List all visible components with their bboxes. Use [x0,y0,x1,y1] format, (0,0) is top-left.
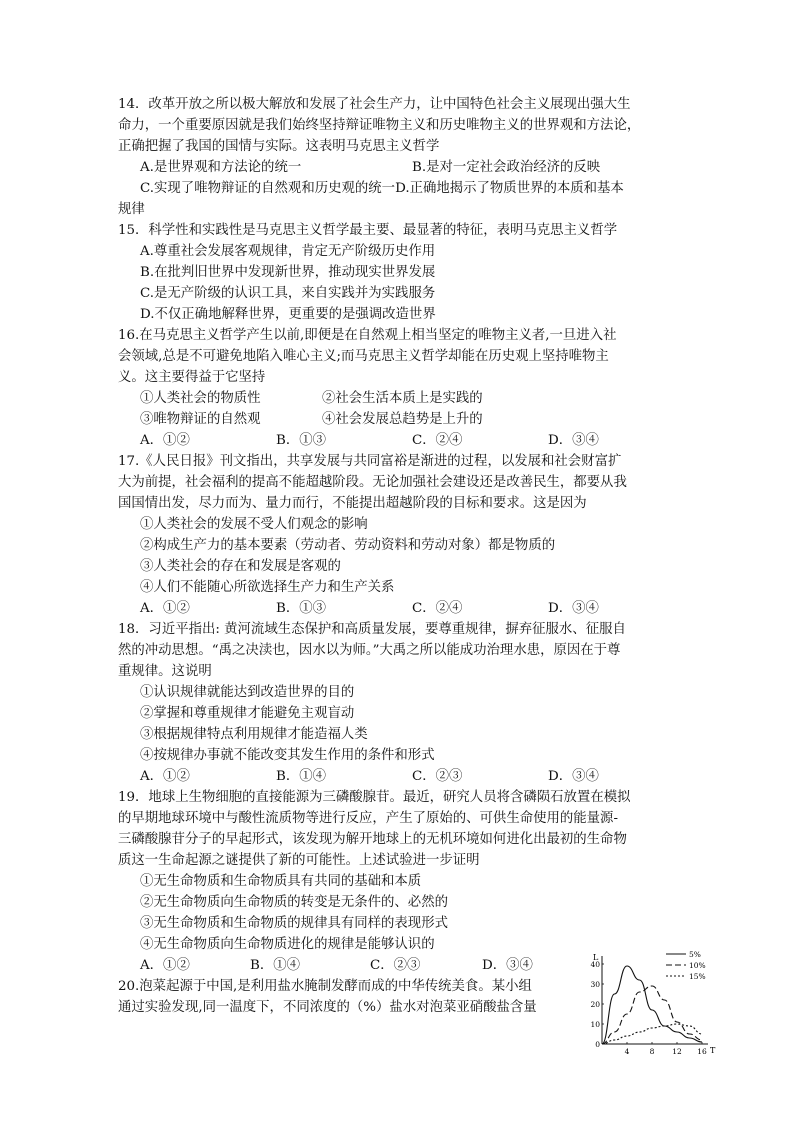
y-tick-label: 40 [590,960,600,969]
q19-stem-line: 的早期地球环境中与酸性流质物等进行反应，产生了原始的、可供生命使用的能量源- [118,811,618,826]
q20-stem-line: 通过实验发现,同一温度下，不同浓度的（%）盐水对泡菜亚硝酸盐含量 [118,1000,537,1015]
q14-stem-line: 正确把握了我国的国情与实际。这表明马克思主义哲学 [118,139,440,154]
q18-option-a[interactable]: A．①② [140,769,190,784]
q16-stem-line: 16.在马克思主义哲学产生以前,即便是在自然观上相当坚定的唯物主义者,一旦进入社 [118,328,617,343]
q16-statements-row-1 [118,388,684,409]
exam-page [118,94,684,1018]
q19-option-d[interactable]: D．③④ [482,958,533,973]
q19-stem-line: 三磷酸腺苷分子的早起形式，该发现为解开地球上的无机环境如何进化出最初的生命物 [118,832,627,847]
q16-statement-2: ②社会生活本质上是实践的 [322,391,483,406]
q18-statement-1: ①认识规律就能达到改造世界的目的 [140,685,355,700]
q16-option-d[interactable]: D．③④ [548,433,599,448]
q18-statement-3: ③根据规律特点利用规律才能造福人类 [140,727,368,742]
q14-options-row-2 [118,178,684,199]
q18-statement-2: ②掌握和尊重规律才能避免主观盲动 [140,706,355,721]
q14-option-c[interactable]: C.实现了唯物辩证的自然观和历史观的统一 [140,181,396,196]
q15-option-d[interactable]: D.不仅正确地解释世界，更重要的是强调改造世界 [140,307,436,322]
q17-option-c[interactable]: C．②④ [412,601,463,616]
q19-option-c[interactable]: C．②③ [370,958,421,973]
q19-options [118,955,560,976]
q19-option-a[interactable]: A．①② [140,958,190,973]
q18-option-b[interactable]: B．①④ [276,769,327,784]
question-17 [118,451,684,619]
q14-option-d[interactable]: D.正确地揭示了物质世界的本质和基本 [395,181,624,196]
q15-option-b[interactable]: B.在批判旧世界中发现新世界，推动现实世界发展 [140,265,436,280]
q17-option-d[interactable]: D．③④ [548,601,599,616]
q15-stem-line: 15．科学性和实践性是马克思主义哲学最主要、最显著的特征，表明马克思主义哲学 [118,223,618,238]
q19-statement-1: ①无生命物质和生命物质具有共同的基础和本质 [140,874,422,889]
question-18 [118,619,684,787]
x-tick-label: 16 [697,1047,707,1056]
q17-option-b[interactable]: B．①③ [276,601,327,616]
q17-stem-line: 国国情出发，尽力而为、量力而行，不能提出超越阶段的目标和要求。这是因为 [118,496,587,511]
q16-stem-line: 会领域,总是不可避免地陷入唯心主义;而马克思主义哲学却能在历史观上坚持唯物主 [118,349,609,364]
question-15 [118,220,684,325]
q18-options [118,766,684,787]
y-tick-label: 10 [590,1020,600,1029]
q18-option-d[interactable]: D．③④ [548,769,599,784]
q17-options [118,598,684,619]
q16-option-b[interactable]: B．①③ [276,433,327,448]
q16-statements-row-2 [118,409,684,430]
q14-stem-line: 14．改革开放之所以极大解放和发展了社会生产力，让中国特色社会主义展现出强大生 [118,97,631,112]
q18-stem-line: 然的冲动思想。“禹之决渎也，因水以为师。”大禹之所以能成功治理水患，原因在于尊 [118,643,621,658]
q19-stem-line: 质这一生命起源之谜提供了新的可能性。上述试验进一步证明 [118,853,480,868]
x-axis-label: T [710,1046,716,1055]
q16-statement-4: ④社会发展总趋势是上升的 [322,412,483,427]
q17-statement-1: ①人类社会的发展不受人们观念的影响 [140,517,368,532]
q17-statement-4: ④人们不能随心所欲选择生产力和生产关系 [140,580,395,595]
q14-option-d-cont: 规律 [118,202,145,217]
series-line-10pct [602,986,702,1044]
legend-label: 15% [689,972,706,981]
q19-statement-4: ④无生命物质向生命物质进化的规律是能够认识的 [140,937,435,952]
q16-options [118,430,684,451]
q16-statement-3: ③唯物辩证的自然观 [140,412,261,427]
q14-option-b[interactable]: B.是对一定社会政治经济的反映 [412,160,601,175]
y-tick-label: 0 [595,1040,600,1049]
q16-stem-line: 义。这主要得益于它坚持 [118,370,266,385]
question-16 [118,325,684,451]
q18-stem-line: 18．习近平指出: 黄河流域生态保护和高质量发展，要尊重规律，摒弃征服水、征服自 [118,622,626,637]
q19-statement-3: ③无生命物质和生命物质的规律具有同样的表现形式 [140,916,448,931]
legend-label: 10% [689,961,706,970]
q15-option-a[interactable]: A.尊重社会发展客观规律，肯定无产阶级历史作用 [140,244,436,259]
q14-stem-line: 命力，一个重要原因就是我们始终坚持辩证唯物主义和历史唯物主义的世界观和方法论， [118,118,641,133]
legend-label: 5% [689,950,701,959]
q16-option-a[interactable]: A．①② [140,433,190,448]
nitrite-line-chart [588,940,718,1060]
q17-statement-3: ③人类社会的存在和发展是客观的 [140,559,341,574]
y-tick-label: 20 [590,1000,600,1009]
q20-stem-line: 20.泡菜起源于中国,是利用盐水腌制发酵而成的中华传统美食。某小组 [118,979,532,994]
series-line-5pct [602,966,702,1044]
y-axis-label: L [593,953,599,962]
q17-stem-line: 大为前提，社会福利的提高不能超越阶段。无论加强社会建设还是改善民生，都要从我 [118,475,627,490]
q18-stem-line: 重规律。这说明 [118,664,212,679]
q19-option-b[interactable]: B．①④ [250,958,301,973]
q15-option-c[interactable]: C.是无产阶级的认识工具，来自实践并为实践服务 [140,286,436,301]
x-tick-label: 8 [649,1047,655,1056]
q14-option-a[interactable]: A.是世界观和方法论的统一 [140,160,302,175]
y-tick-label: 30 [590,980,600,989]
series-line-15pct [602,1024,702,1044]
q16-statement-1: ①人类社会的物质性 [140,391,261,406]
q14-options-row-1 [118,157,684,178]
x-tick-label: 4 [624,1047,630,1056]
q18-option-c[interactable]: C．②③ [412,769,463,784]
q17-option-a[interactable]: A．①② [140,601,190,616]
q19-stem-line: 19．地球上生物细胞的直接能源为三磷酸腺苷。最近，研究人员将含磷陨石放置在模拟 [118,790,631,805]
q19-statement-2: ②无生命物质向生命物质的转变是无条件的、必然的 [140,895,448,910]
q16-option-c[interactable]: C．②④ [412,433,463,448]
q17-stem-line: 17.《人民日报》刊文指出，共享发展与共同富裕是渐进的过程，以发展和社会财富扩 [118,454,622,469]
x-tick-label: 12 [672,1047,682,1056]
q18-statement-4: ④按规律办事就不能改变其发生作用的条件和形式 [140,748,435,763]
question-14 [118,94,684,220]
q17-statement-2: ②构成生产力的基本要素（劳动者、劳动资料和劳动对象）都是物质的 [140,538,556,553]
